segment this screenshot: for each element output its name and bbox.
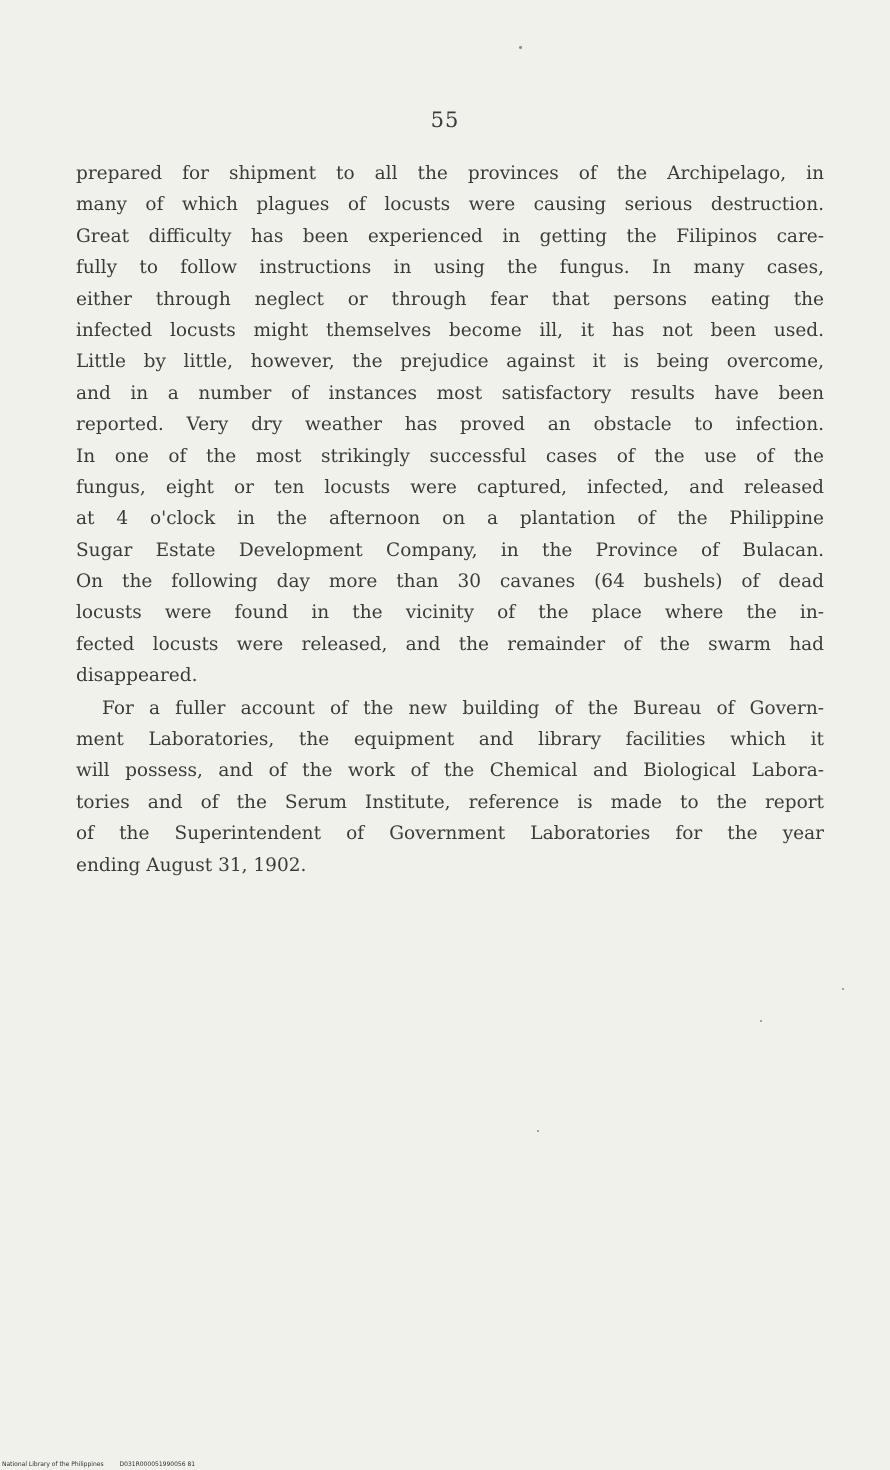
text-line: For a fuller account of the new building of the Bureau of Govern- xyxy=(102,697,824,719)
paper-speck xyxy=(537,1130,539,1132)
text-line: at 4 o'clock in the afternoon on a plantation of the Philippine xyxy=(76,508,824,530)
footer-code: D031R000051990056 81 xyxy=(119,1461,196,1468)
scan-footer xyxy=(2,1461,195,1468)
text-line: ending August 31, 1902. xyxy=(76,854,307,876)
text-line: many of which plagues of locusts were causing serious destruction. xyxy=(76,194,824,216)
paper-speck xyxy=(519,46,522,49)
body-text xyxy=(76,158,824,881)
text-line: In one of the most strikingly successful cases of the use of the xyxy=(76,445,824,467)
page-number: 55 xyxy=(430,108,460,132)
text-line: ment Laboratories, the equipment and library facilities which it xyxy=(76,729,824,751)
text-line: prepared for shipment to all the provinces of the Archipelago, in xyxy=(76,163,824,184)
text-line: either through neglect or through fear that persons eating the xyxy=(76,288,824,310)
footer-library: National Library of the Philippines xyxy=(2,1461,104,1468)
text-line: will possess, and of the work of the Chemical and Biological Labora- xyxy=(76,760,824,782)
text-line: fected locusts were released, and the remainder of the swarm had xyxy=(76,633,824,655)
text-line: fully to follow instructions in using the fungus. In many cases, xyxy=(76,257,824,279)
text-line: and in a number of instances most satisfactory results have been xyxy=(76,382,824,404)
paper-speck xyxy=(842,988,844,990)
text-line: disappeared. xyxy=(76,665,198,687)
text-line: infected locusts might themselves become ill, it has not been used. xyxy=(76,319,824,341)
text-line: Little by little, however, the prejudice against it is being overcome, xyxy=(76,351,824,373)
text-line: Sugar Estate Development Company, in the Province of Bulacan. xyxy=(76,539,824,561)
text-line: On the following day more than 30 cavanes (64 bushels) of dead xyxy=(76,571,824,593)
text-line: of the Superintendent of Government Laboratories for the year xyxy=(76,823,824,845)
text-line: locusts were found in the vicinity of the place where the in- xyxy=(76,602,824,624)
paper-speck xyxy=(760,1020,762,1022)
paragraph xyxy=(76,693,824,881)
paragraph xyxy=(76,158,824,692)
text-line: reported. Very dry weather has proved an obstacle to infection. xyxy=(76,414,824,436)
text-line: tories and of the Serum Institute, reference is made to the report xyxy=(76,791,824,813)
text-line: fungus, eight or ten locusts were captured, infected, and released xyxy=(76,476,824,498)
text-line: Great difficulty has been experienced in getting the Filipinos care- xyxy=(76,225,824,247)
